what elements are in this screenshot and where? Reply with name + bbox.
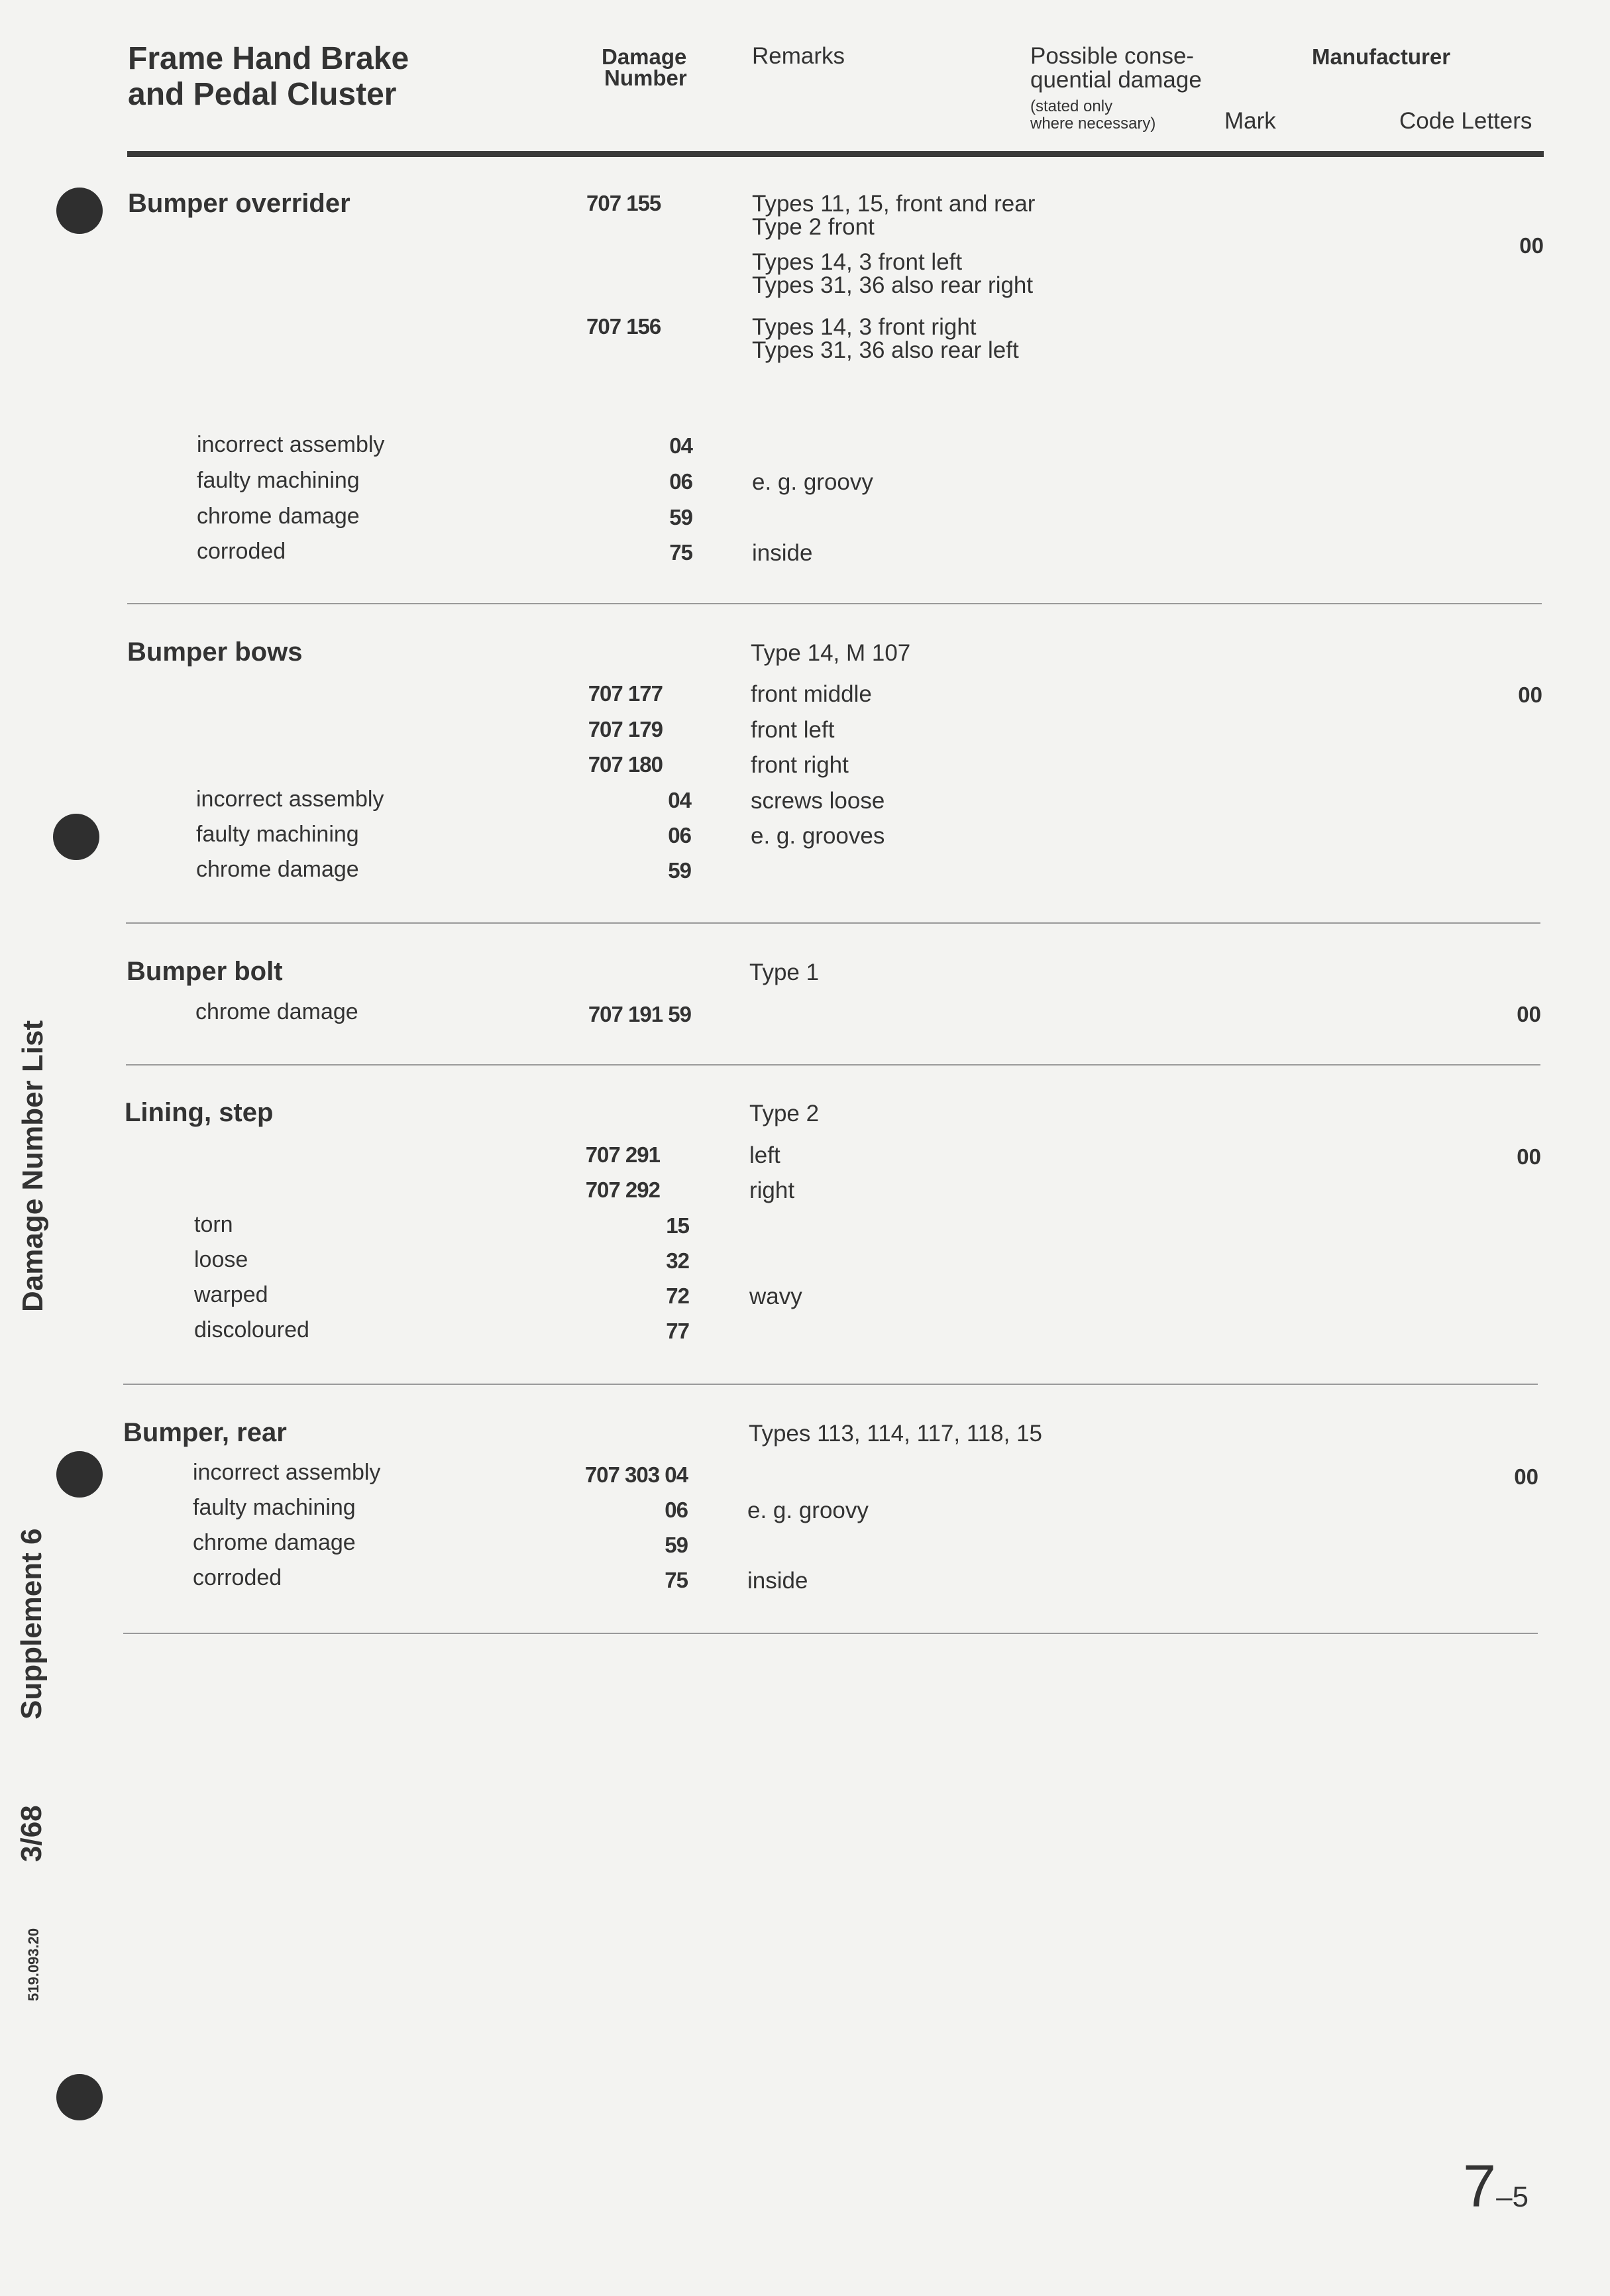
damage-number: 06 — [665, 1498, 688, 1522]
damage-number: 04 — [669, 433, 692, 458]
page-number — [1463, 2154, 1529, 2220]
damage-label: faulty machining — [196, 822, 359, 847]
damage-label: incorrect assembly — [193, 1460, 381, 1485]
remark: wavy — [749, 1284, 802, 1309]
remark: e. g. groovy — [747, 1498, 869, 1523]
col-manufacturer: Manufacturer — [1312, 44, 1451, 69]
col-damage-number-line1: Damage — [602, 44, 687, 69]
damage-number: 59 — [665, 1533, 688, 1557]
damage-label: corroded — [197, 539, 286, 564]
sidebar-supplement: Supplement 6 — [15, 1528, 48, 1720]
damage-label: incorrect assembly — [196, 787, 384, 812]
damage-number: 72 — [666, 1284, 689, 1308]
damage-number: 59 — [669, 505, 692, 529]
damage-label: faulty machining — [197, 468, 360, 493]
remark: Types 31, 36 also rear right — [752, 272, 1034, 298]
damage-label: torn — [194, 1212, 233, 1237]
section-divider — [126, 922, 1540, 924]
remark: Type 1 — [749, 959, 820, 985]
damage-number: 06 — [668, 823, 691, 847]
damage-number: 707 177 — [588, 681, 663, 706]
damage-number: 707 291 — [585, 1142, 660, 1167]
damage-label: chrome damage — [195, 999, 358, 1024]
damage-number: 707 156 — [586, 314, 661, 339]
damage-number: 77 — [666, 1319, 689, 1343]
section-title-lining-step: Lining, step — [125, 1098, 274, 1127]
col-mark: Mark — [1224, 108, 1276, 134]
damage-number: 59 — [668, 858, 691, 883]
remark: front middle — [751, 681, 872, 707]
code-letters: 00 — [1517, 1144, 1541, 1169]
damage-number: 707 303 04 — [584, 1462, 688, 1487]
punch-hole-3 — [56, 1451, 103, 1498]
header-rule — [127, 151, 1544, 157]
col-code-letters: Code Letters — [1399, 108, 1532, 134]
damage-label: chrome damage — [193, 1530, 356, 1555]
col-possible-note2: where necessary) — [1030, 115, 1156, 133]
damage-number: 32 — [666, 1248, 689, 1273]
remark: front right — [751, 752, 849, 778]
damage-label: loose — [194, 1247, 248, 1272]
sidebar-doc-code: 519.093.20 — [25, 1928, 42, 2001]
page-title-line2: and Pedal Cluster — [128, 77, 397, 112]
remark: Types 31, 36 also rear left — [752, 337, 1019, 363]
section-title-bumper-bows: Bumper bows — [127, 637, 303, 667]
damage-label: warped — [194, 1282, 268, 1307]
col-possible-note1: (stated only — [1030, 97, 1113, 115]
sidebar-date: 3/68 — [15, 1805, 48, 1862]
damage-number: 707 179 — [588, 717, 663, 741]
punch-hole-1 — [56, 188, 103, 234]
remark: front left — [751, 717, 835, 743]
damage-number: 75 — [665, 1568, 688, 1592]
section-divider — [127, 603, 1542, 604]
damage-number: 75 — [669, 540, 692, 565]
damage-number: 707 191 59 — [588, 1002, 691, 1026]
col-remarks: Remarks — [752, 43, 845, 69]
remark: Type 2 front — [752, 214, 875, 240]
section-divider — [123, 1633, 1538, 1634]
remark: Type 2 — [749, 1101, 820, 1126]
remark: e. g. groovy — [752, 469, 873, 495]
col-possible-line2: quential damage — [1030, 67, 1202, 93]
col-possible-line1: Possible conse- — [1030, 43, 1195, 69]
damage-number: 04 — [668, 788, 691, 812]
page-number-sub: –5 — [1496, 2181, 1529, 2213]
section-title-bumper-overrider: Bumper overrider — [128, 189, 350, 218]
remark: Types 14, 3 front left — [752, 249, 963, 275]
section-divider — [126, 1064, 1540, 1066]
remark: Type 14, M 107 — [751, 640, 911, 666]
remark: inside — [747, 1568, 808, 1594]
damage-number: 707 155 — [586, 191, 661, 215]
code-letters: 00 — [1519, 233, 1544, 258]
damage-label: chrome damage — [196, 857, 359, 882]
damage-number: 06 — [669, 469, 692, 494]
section-title-bumper-rear: Bumper, rear — [123, 1418, 287, 1447]
remark: right — [749, 1177, 795, 1203]
page-title-line1: Frame Hand Brake — [128, 41, 409, 76]
remark: Types 113, 114, 117, 118, 15 — [749, 1421, 1043, 1447]
remark: Types 11, 15, front and rear — [752, 191, 1036, 217]
damage-label: corroded — [193, 1565, 282, 1590]
remark: left — [749, 1142, 780, 1168]
remark: screws loose — [751, 788, 885, 814]
code-letters: 00 — [1514, 1464, 1538, 1489]
punch-hole-2 — [53, 814, 99, 860]
section-divider — [123, 1384, 1538, 1385]
col-damage-number-line2: Number — [604, 66, 687, 90]
page-number-main: 7 — [1463, 2154, 1497, 2220]
damage-number: 707 292 — [585, 1177, 660, 1202]
damage-label: discoloured — [194, 1317, 309, 1342]
remark: Types 14, 3 front right — [752, 314, 977, 340]
punch-hole-4 — [56, 2074, 103, 2120]
damage-label: incorrect assembly — [197, 432, 385, 457]
damage-label: chrome damage — [197, 504, 360, 529]
damage-number: 15 — [666, 1213, 689, 1238]
damage-number: 707 180 — [588, 752, 663, 777]
code-letters: 00 — [1518, 683, 1542, 707]
sidebar-list-title: Damage Number List — [17, 1020, 49, 1312]
remark: e. g. grooves — [751, 823, 885, 849]
code-letters: 00 — [1517, 1002, 1541, 1026]
damage-label: faulty machining — [193, 1495, 356, 1520]
remark: inside — [752, 540, 813, 566]
section-title-bumper-bolt: Bumper bolt — [127, 957, 283, 986]
